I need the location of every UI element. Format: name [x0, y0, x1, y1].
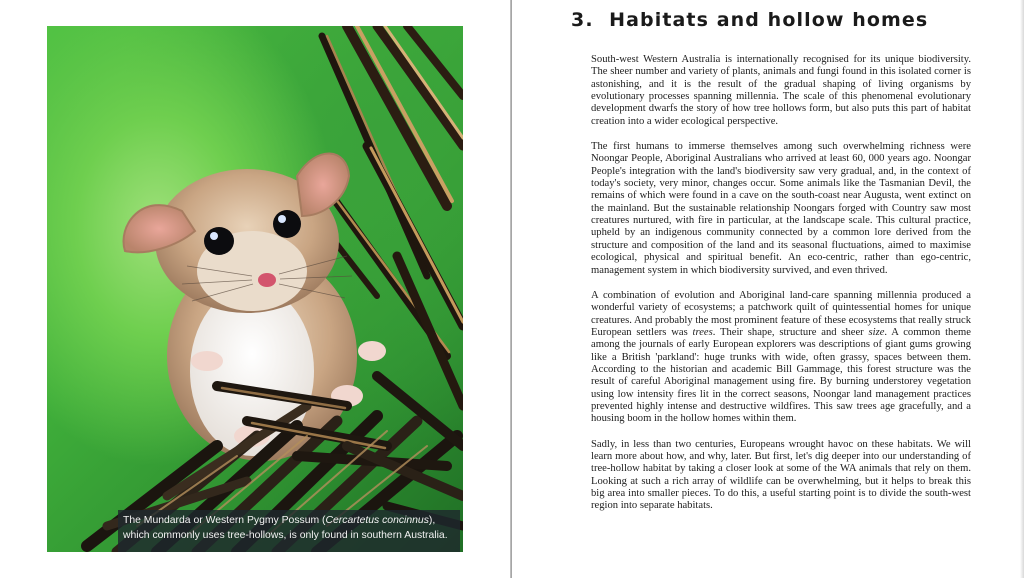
possum-illustration — [47, 26, 463, 552]
paragraph-2: The first humans to immerse themselves among such overwhelming richness were Noongar People, Aboriginal Australians who arrived at least 60, 000 years ago. Noongar People's integration with the land's biodiversity saw very gradual, and, in the context of today's society, very minor, changes occur. Some animals like the Tasmanian Devil, the remains of which were found in a cave on the south-coast near Augusta, went extinct on the mainland. But the sustainable relationship Noongars forged with Country saw most creatures nurtured, with fire in particular, at the landscape scale. This cultural practice, upheld by an indigenous community connected by a common lore derived from the structure and composition of the land and its seasonal fluctuations, aimed to maximise ecological, physical and spiritual benefit. An eco-centric, rather than ego-centric, management system in which biodiversity survived, and even thrived. — [591, 141, 971, 276]
left-page — [0, 0, 511, 578]
caption-species-name: Cercartetus concinnus — [325, 515, 429, 526]
page-edge — [1020, 0, 1024, 578]
chapter-title — [571, 9, 928, 31]
emphasis-trees: trees — [692, 326, 713, 338]
paragraph-3 — [591, 290, 971, 426]
photo-caption — [118, 510, 460, 552]
chapter-title-text: Habitats and hollow homes — [609, 9, 929, 31]
caption-text-start: The Mundarda or Western Pygmy Possum ( — [123, 515, 326, 526]
paragraph-3-part-2: . Their shape, structure and sheer — [712, 326, 869, 338]
paragraph-3-part-1: A combination of evolution and Aboriginal land-care spanning millennia produced a wonderful variety of ecosystems; a patchwork quilt of quintessential homes for unique creatures. And probably the most prominent feature of these ecosystems that really struck European settlers was — [591, 289, 971, 338]
caption-text-end: ), which commonly uses tree-hollows, is only found in southern Australia. — [123, 515, 448, 541]
possum-photo — [47, 26, 463, 552]
emphasis-size: size — [868, 326, 885, 338]
paragraph-4: Sadly, in less than two centuries, Europeans wrought havoc on these habitats. We will learn more about how, and why, later. But first, let's dig deeper into our understanding of tree-hollow habitat by taking a closer look at some of the WA animals that rely on them. Looking at such a rich array of wildlife can be overwhelming, but it helps to break this big area into smaller pieces. To do this, a useful starting point is to divide the south-west region into separate habitats. — [591, 438, 971, 512]
chapter-number: 3. — [571, 9, 594, 31]
chapter-body — [591, 54, 971, 526]
paragraph-1: South-west Western Australia is internationally recognised for its unique biodiversity. The sheer number and variety of plants, animals and fungi found in this isolated corner is astonishing, and it is the result of the gradual shaping of living organisms by evolutionary processes spanning millennia. The scale of this phenomenal evolutionary development dwarfs the story of how tree hollows form, but also puts this part of habitat creation into a wider ecological perspective. — [591, 54, 971, 127]
paragraph-3-part-3: . A common theme among the journals of early European explorers was descriptions of giant gums growing like a British 'parkland': huge trunks with wide, often grassy, spaces between them. According to the historian and academic Bill Gammage, this forest structure was the result of careful Aboriginal management using fire. By burning understorey vegetation using low intensity fires lit in the correct seasons, Noongar land management practices prevented highly intense and destructive wildfires. This saw trees age gracefully, and a housing boom in the hollow homes within them. — [591, 326, 971, 425]
